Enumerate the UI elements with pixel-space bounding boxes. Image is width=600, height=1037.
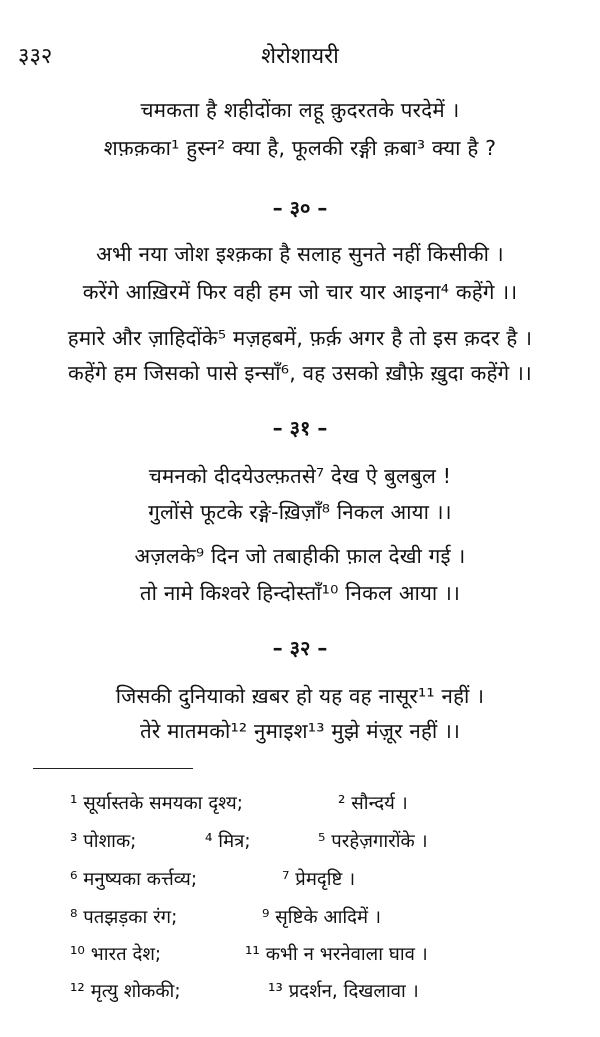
footnote-divider [33,768,193,769]
verse-line: हमारे और ज़ाहिदोंके⁵ मज़हबमें, फ़र्क़ अगर है तो इस क़दर है । [67,326,533,350]
verse-line: चमनको दीदयेउल्फ़तसे⁷ देख ऐ बुलबुल ! [148,464,452,488]
section-number-30: – ३० – [272,196,328,220]
verse-line: अभी नया जोश इश्क़का है सलाह सुनते नहीं किसीकी । [96,242,504,266]
running-title: शेरोशायरी [261,44,339,69]
footnote-3: ³ पोशाक; [70,831,137,852]
page-number: ३३२ [18,44,53,69]
verse-line: तेरे मातमको¹² नुमाइश¹³ मुझे मंज़ूर नहीं ।। [139,719,461,743]
verse-line: अज़लके⁹ दिन जो तबाहीकी फ़ाल देखी गई । [134,544,466,568]
verse-line: गुलोंसे फूटके रङ्गे-ख़िज़ाँ⁸ निकल आया ।। [148,500,452,524]
footnote-1: ¹ सूर्यास्तके समयका दृश्य; [70,793,243,814]
verse-line: तो नामे किश्वरे हिन्दोस्ताँ¹⁰ निकल आया ।। [139,581,461,605]
footnote-9: ⁹ सृष्टिके आदिमें । [262,907,381,928]
verse-line: जिसकी दुनियाको ख़बर हो यह वह नासूर¹¹ नहीं । [115,684,485,708]
footnote-6: ⁶ मनुष्यका कर्त्तव्य; [70,869,198,890]
footnote-8: ⁸ पतझड़का रंग; [70,907,178,928]
section-number-32: – ३२ – [272,636,328,660]
footnote-10: ¹⁰ भारत देश; [70,944,162,965]
footnote-12: ¹² मृत्यु शोककी; [70,981,181,1002]
verse-line: कहेंगे हम जिसको पासे इन्साँ⁶, वह उसको ख़ौफ़े ख़ुदा कहेंगे ।। [67,361,533,385]
verse-line: चमकता है शहीदोंका लहू क़ुदरतके परदेमें । [140,98,460,122]
section-number-31: – ३१ – [272,416,328,440]
verse-line: करेंगे आख़िरमें फिर वही हम जो चार यार आइना⁴ कहेंगे ।। [82,280,518,304]
footnote-11: ¹¹ कभी न भरनेवाला घाव । [245,944,428,965]
footnote-4: ⁴ मित्र; [205,831,251,852]
footnote-7: ⁷ प्रेमदृष्टि । [282,869,356,890]
footnote-2: ² सौन्दर्य । [338,793,408,814]
footnote-5: ⁵ परहेज़गारोंके । [318,831,428,852]
footnote-13: ¹³ प्रदर्शन, दिखलावा । [268,981,419,1002]
verse-line: शफ़क़का¹ हुस्न² क्या है, फूलकी रङ्गी क़बा³ क्या है ? [103,136,497,160]
